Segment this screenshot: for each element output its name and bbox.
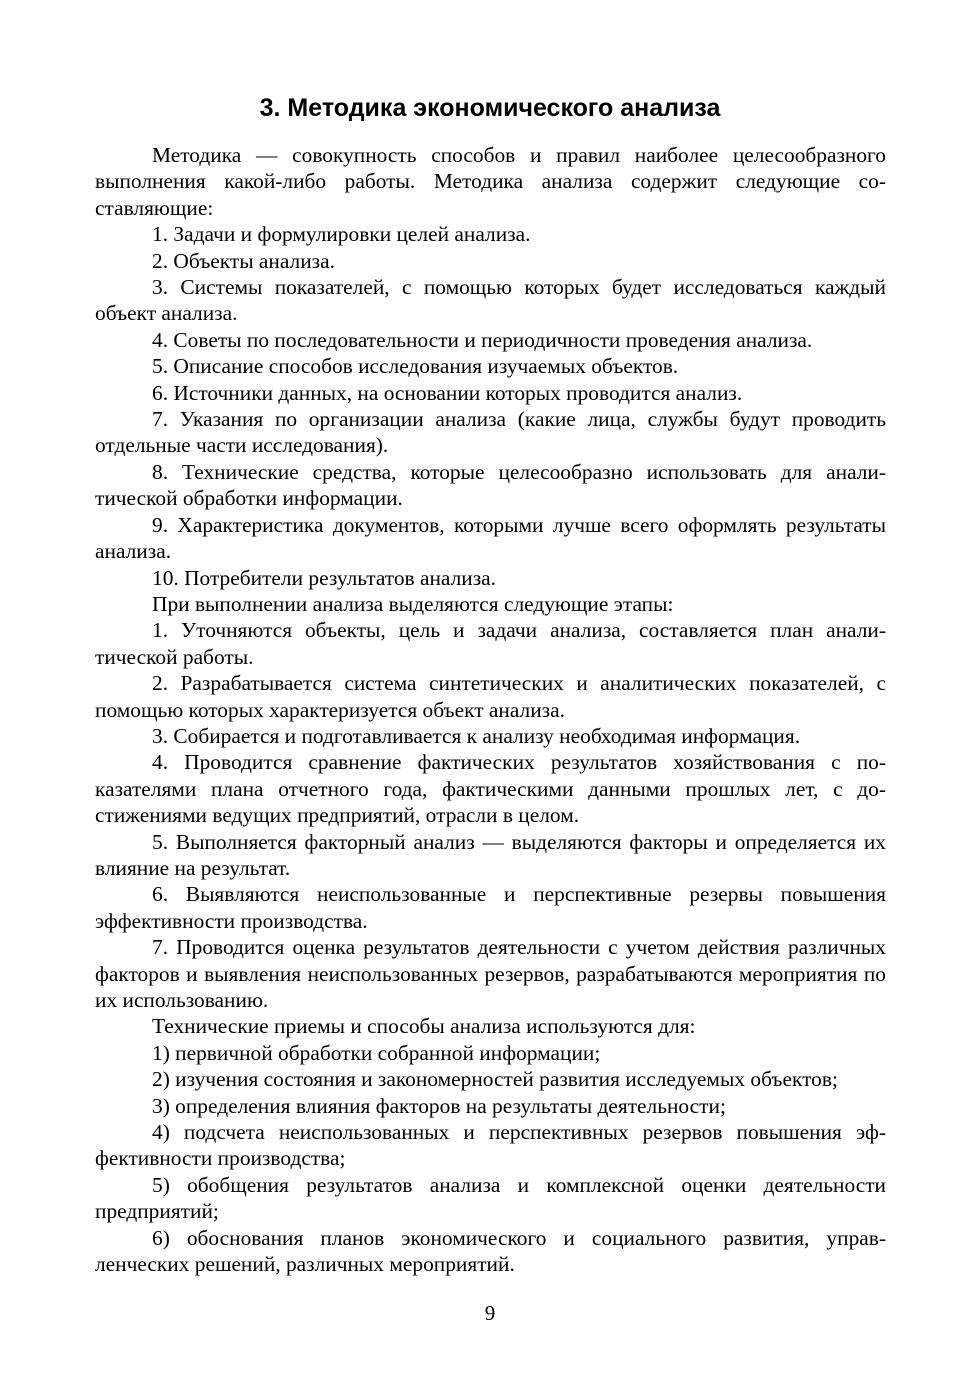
list-item: 1. Уточняются объекты, цель и задачи анализа, составляется план аналитической работы. [95, 618, 886, 669]
list-item: 6) обоснования планов экономического и социального развития, управленческих решений, различных мероприятий. [95, 1225, 886, 1277]
list-item: 3) определения влияния факторов на результаты деятельности; [152, 1093, 726, 1118]
list-item: 4. Советы по последовательности и периодичности проведения анализа. [152, 327, 813, 352]
list-item: 8. Технические средства, которые целесообразно использовать для аналитической обработки информации. [95, 459, 886, 511]
list-item: 9. Характеристика документов, которыми лучше всего оформлять результаты анализа. [95, 512, 886, 564]
list-item: 5. Описание способов исследования изучаемых объектов. [152, 354, 679, 379]
paragraph-techniques-intro: Технические приемы и способы анализа используются для: [152, 1014, 696, 1039]
list-item: 2) изучения состояния и закономерностей развития исследуемых объектов; [152, 1067, 838, 1092]
list-item: 4. Проводится сравнение фактических результатов хозяйствования с показателями плана отчетного года, фактическими данными прошлых лет, с достижениями ведущих предприятий, отрасли в целом. [95, 750, 886, 828]
paragraph-intro: Методика — совокупность способов и правил наиболее целесообразного выполнения какой-либо работы. Методика анализа содержит следующие составляющие: [95, 143, 886, 220]
document-body [95, 142, 886, 1277]
list-item: 3. Собирается и подготавливается к анализу необходимая информация. [152, 723, 801, 748]
list-item: 5) обобщения результатов анализа и комплексной оценки деятельности предприятий; [95, 1172, 886, 1224]
list-item: 3. Системы показателей, с помощью которых будет исследоваться каждый объект анализа. [95, 275, 886, 326]
list-item: 10. Потребители результатов анализа. [152, 565, 497, 590]
list-item: 4) подсчета неиспользованных и перспективных резервов повышения эффективности производства; [95, 1120, 886, 1171]
list-item: 5. Выполняется факторный анализ — выделяются факторы и определяется их влияние на результат. [95, 829, 886, 880]
page-number: 9 [484, 1301, 496, 1325]
list-item: 1. Задачи и формулировки целей анализа. [152, 222, 531, 247]
list-item: 6. Источники данных, на основании которых проводится анализ. [152, 380, 743, 405]
list-item: 7. Проводится оценка результатов деятельности с учетом действия различных факторов и выявления неиспользованных резервов, разрабатываются мероприятия по их использованию. [95, 935, 886, 1012]
list-item: 1) первичной обработки собранной информации; [152, 1040, 601, 1065]
list-item: 6. Выявляются неиспользованные и перспективные резервы повышения эффективности производства. [95, 882, 886, 933]
paragraph-stages-intro: При выполнении анализа выделяются следующие этапы: [152, 591, 674, 616]
list-item: 7. Указания по организации анализа (какие лица, службы будут проводить отдельные части исследования). [95, 407, 886, 458]
list-item: 2. Разрабатывается система синтетических и аналитических показателей, с помощью которых характеризуется объект анализа. [95, 671, 886, 722]
list-item: 2. Объекты анализа. [152, 248, 335, 273]
section-title: 3. Методика экономического анализа [259, 94, 721, 122]
